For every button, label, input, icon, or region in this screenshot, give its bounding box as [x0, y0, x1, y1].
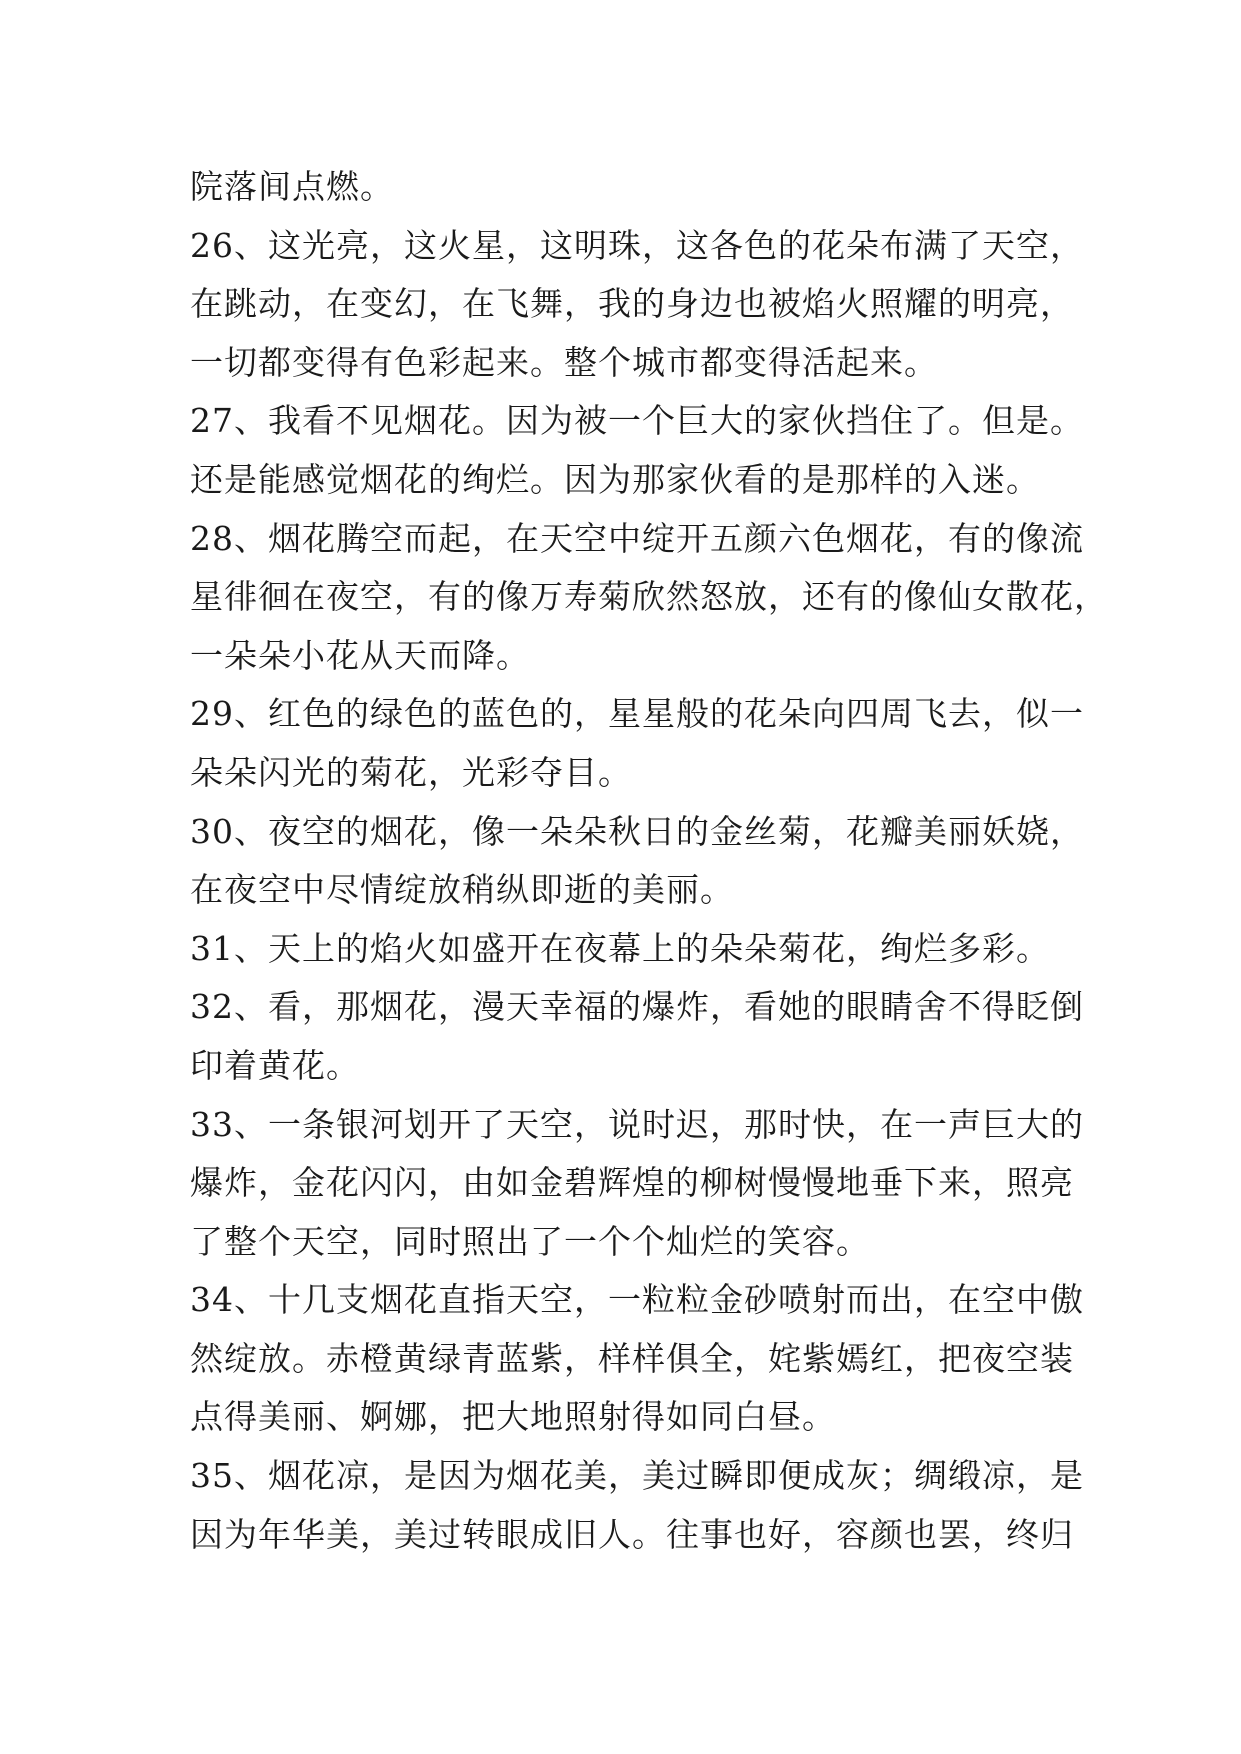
- text-line: 然绽放。赤橙黄绿青蓝紫，样样俱全，姹紫嫣红，把夜空装: [190, 1338, 1074, 1378]
- text-line: 28、烟花腾空而起，在天空中绽开五颜六色烟花，有的像流: [190, 518, 1084, 558]
- text-line: 印着黄花。: [190, 1045, 360, 1085]
- text-line: 34、十几支烟花直指天空，一粒粒金砂喷射而出，在空中傲: [190, 1280, 1084, 1320]
- text-line: 一切都变得有色彩起来。整个城市都变得活起来。: [190, 342, 938, 382]
- text-line: 院落间点燃。: [190, 167, 394, 206]
- text-line: 32、看，那烟花，漫天幸福的爆炸，看她的眼睛舍不得眨倒: [190, 987, 1084, 1027]
- text-line: 朵朵闪光的菊花，光彩夺目。: [190, 752, 632, 792]
- text-line: 星徘徊在夜空，有的像万寿菊欣然怒放，还有的像仙女散花，: [190, 577, 1108, 617]
- document-body-text: [190, 158, 1108, 1564]
- text-line: 一朵朵小花从天而降。: [190, 635, 530, 675]
- text-line: 29、红色的绿色的蓝色的，星星般的花朵向四周飞去，似一: [190, 694, 1084, 734]
- text-line: 爆炸，金花闪闪，由如金碧辉煌的柳树慢慢地垂下来，照亮: [190, 1163, 1074, 1203]
- text-line: 33、一条银河划开了天空，说时迟，那时快，在一声巨大的: [190, 1104, 1084, 1144]
- text-line: 31、天上的焰火如盛开在夜幕上的朵朵菊花，绚烂多彩。: [190, 928, 1050, 968]
- text-line: 还是能感觉烟花的绚烂。因为那家伙看的是那样的入迷。: [190, 459, 1040, 499]
- text-line: 点得美丽、婀娜，把大地照射得如同白昼。: [190, 1397, 836, 1437]
- text-line: 35、烟花凉，是因为烟花美，美过瞬即便成灰；绸缎凉，是: [190, 1456, 1084, 1496]
- text-line: 在夜空中尽情绽放稍纵即逝的美丽。: [190, 870, 734, 910]
- text-line: 在跳动，在变幻，在飞舞，我的身边也被焰火照耀的明亮，: [190, 284, 1074, 324]
- text-line: 27、我看不见烟花。因为被一个巨大的家伙挡住了。但是。: [190, 401, 1084, 441]
- text-line: 因为年华美，美过转眼成旧人。往事也好，容颜也罢，终归: [190, 1514, 1074, 1554]
- text-line: 26、这光亮，这火星，这明珠，这各色的花朵布满了天空，: [190, 225, 1084, 265]
- text-line: 30、夜空的烟花，像一朵朵秋日的金丝菊，花瓣美丽妖娆，: [190, 811, 1084, 851]
- text-line: 了整个天空，同时照出了一个个灿烂的笑容。: [190, 1221, 870, 1261]
